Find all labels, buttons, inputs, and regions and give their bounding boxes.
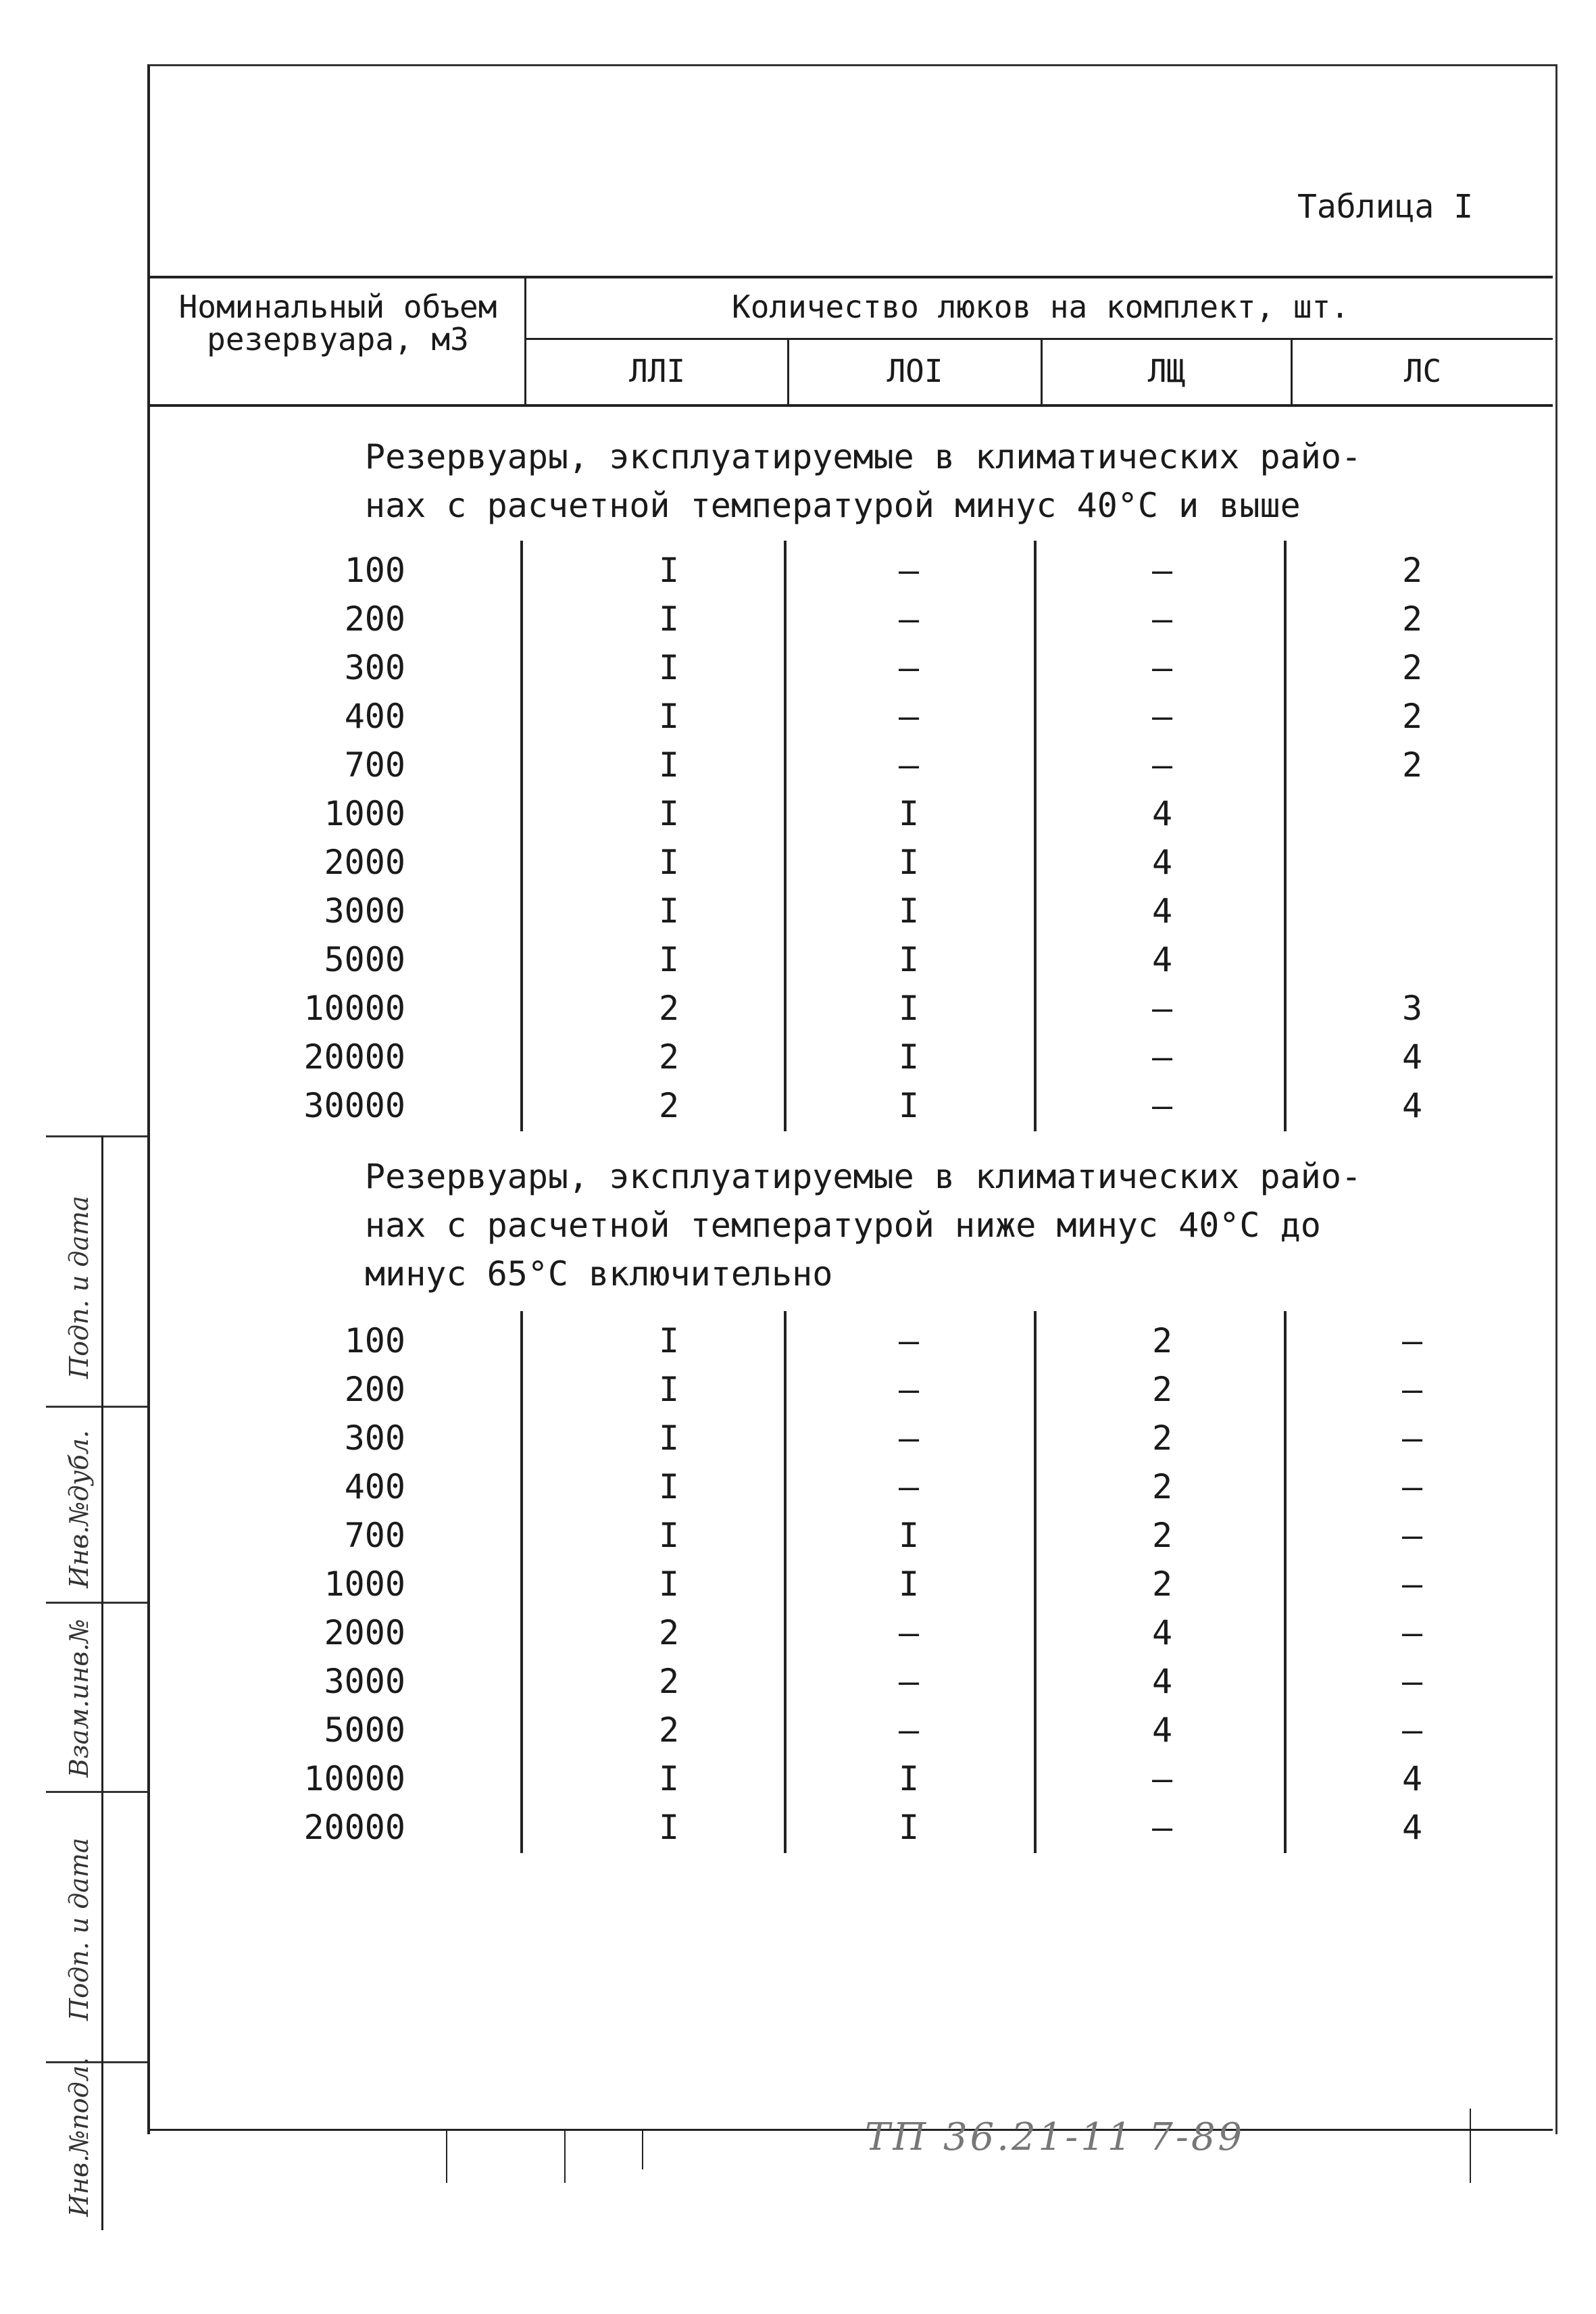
count-cell: –	[898, 1321, 920, 1360]
count-cell: 2	[1151, 1419, 1173, 1458]
section2-column-rule-2	[784, 1311, 787, 1853]
header-col-lshch: ЛЩ	[1147, 353, 1186, 389]
bottom-rule	[147, 2129, 1553, 2131]
header-divider-1	[524, 276, 526, 407]
section2-caption-line3: минус 65°С включительно	[365, 1254, 833, 1294]
volume-cell: 400	[344, 697, 405, 736]
count-cell: I	[898, 794, 920, 833]
count-cell: I	[898, 1516, 920, 1555]
section1-column-rule-3	[1034, 541, 1037, 1131]
section2-column-rule-1	[520, 1311, 523, 1853]
count-cell: 4	[1151, 794, 1173, 833]
count-cell: I	[658, 940, 680, 979]
section1-caption	[365, 433, 1362, 530]
count-cell: 2	[658, 1662, 680, 1701]
header-bottom-rule	[147, 404, 1553, 407]
count-cell: –	[1151, 1759, 1173, 1798]
count-cell: I	[658, 1467, 680, 1506]
table-title: Таблица I	[1297, 188, 1474, 226]
volume-cell: 2000	[324, 1613, 405, 1652]
volume-cell: 300	[344, 648, 405, 687]
count-cell: I	[658, 891, 680, 931]
count-cell: 2	[1151, 1370, 1173, 1409]
count-cell: –	[1401, 1613, 1423, 1652]
count-cell: –	[1151, 745, 1173, 785]
count-cell: 2	[1151, 1467, 1173, 1506]
count-cell: 2	[1151, 1565, 1173, 1604]
bottom-tick-3	[642, 2129, 643, 2169]
count-cell: –	[1151, 989, 1173, 1028]
count-cell: –	[1151, 1808, 1173, 1847]
side-label-2: Инв.№дубл.	[64, 1430, 94, 1588]
section1-column-rule-1	[520, 541, 523, 1131]
section1-caption-line2: нах с расчетной температурой минус 40°С и выше	[365, 486, 1301, 525]
count-cell: –	[898, 648, 920, 687]
volume-cell: 2000	[324, 843, 405, 882]
count-cell: 2	[1401, 648, 1423, 687]
volume-cell: 100	[344, 1321, 405, 1360]
count-cell: –	[1151, 648, 1173, 687]
side-box-4	[46, 1791, 147, 2063]
section1-column-rule-2	[784, 541, 787, 1131]
count-cell: I	[898, 1759, 920, 1798]
count-cell: –	[1401, 1710, 1423, 1750]
header-mid-rule	[524, 338, 1553, 340]
count-cell: 4	[1151, 843, 1173, 882]
count-cell: I	[658, 1808, 680, 1847]
header-top-rule	[147, 276, 1553, 278]
count-cell: I	[658, 1516, 680, 1555]
count-cell: 4	[1401, 1037, 1423, 1077]
count-cell: I	[658, 1321, 680, 1360]
volume-cell: 400	[344, 1467, 405, 1506]
count-cell: I	[898, 1565, 920, 1604]
count-cell: 4	[1151, 1710, 1173, 1750]
volume-cell: 200	[344, 599, 405, 639]
count-cell: 2	[658, 1710, 680, 1750]
count-cell: I	[658, 843, 680, 882]
count-cell: –	[898, 1467, 920, 1506]
count-cell: 2	[1151, 1516, 1173, 1555]
header-volume: Номинальный объем резервуара, м3	[178, 289, 497, 358]
count-cell: 4	[1401, 1808, 1423, 1847]
count-cell: 2	[658, 989, 680, 1028]
volume-cell: 3000	[324, 891, 405, 931]
section2-column-rule-4	[1284, 1311, 1287, 1853]
header-col-loi: ЛОI	[887, 353, 943, 389]
count-cell: I	[658, 551, 680, 590]
volume-cell: 100	[344, 551, 405, 590]
section1-column-rule-4	[1284, 541, 1287, 1131]
side-box-5	[46, 2061, 147, 2232]
count-cell: 3	[1401, 989, 1423, 1028]
count-cell: –	[1151, 599, 1173, 639]
count-cell: 4	[1151, 940, 1173, 979]
count-cell: –	[898, 745, 920, 785]
count-cell: I	[898, 940, 920, 979]
count-cell: –	[898, 1370, 920, 1409]
count-cell: –	[898, 1613, 920, 1652]
count-cell: I	[898, 891, 920, 931]
count-cell: 2	[1401, 551, 1423, 590]
count-cell: –	[1401, 1565, 1423, 1604]
bottom-tick-4	[1470, 2109, 1471, 2183]
volume-cell: 3000	[324, 1662, 405, 1701]
side-divider	[101, 1135, 103, 2230]
volume-cell: 200	[344, 1370, 405, 1409]
count-cell: –	[1401, 1370, 1423, 1409]
count-cell: 2	[658, 1037, 680, 1077]
count-cell: I	[658, 1759, 680, 1798]
count-cell: –	[898, 599, 920, 639]
volume-cell: 20000	[303, 1808, 405, 1847]
count-cell: –	[1401, 1419, 1423, 1458]
document-code: ТП 36.21-11 7-89	[865, 2115, 1245, 2159]
volume-cell: 10000	[303, 1759, 405, 1798]
count-cell: I	[898, 843, 920, 882]
count-cell: 4	[1151, 1613, 1173, 1652]
volume-cell: 700	[344, 745, 405, 785]
count-cell: I	[898, 1037, 920, 1077]
section2-caption	[365, 1152, 1362, 1298]
count-cell: –	[1401, 1321, 1423, 1360]
header-col-ls: ЛС	[1403, 353, 1442, 389]
side-label-5: Инв.№подл.	[64, 2057, 94, 2217]
count-cell: –	[898, 1710, 920, 1750]
count-cell: 2	[658, 1086, 680, 1125]
bottom-tick-2	[564, 2129, 566, 2183]
volume-cell: 5000	[324, 940, 405, 979]
count-cell: I	[898, 1808, 920, 1847]
count-cell: I	[658, 599, 680, 639]
count-cell: 2	[1151, 1321, 1173, 1360]
section2-caption-line2: нах с расчетной температурой ниже минус 40°С до	[365, 1206, 1321, 1245]
side-box-3	[46, 1602, 147, 1793]
bottom-tick-1	[446, 2129, 447, 2183]
count-cell: –	[898, 1662, 920, 1701]
volume-cell: 700	[344, 1516, 405, 1555]
volume-cell: 20000	[303, 1037, 405, 1077]
count-cell: –	[1151, 551, 1173, 590]
side-label-1: Подп. и дата	[64, 1196, 94, 1379]
side-box-1	[46, 1135, 147, 1408]
count-cell: –	[1401, 1516, 1423, 1555]
count-cell: 2	[1401, 697, 1423, 736]
side-label-3: Взам.инв.№	[64, 1619, 94, 1777]
count-cell: –	[898, 697, 920, 736]
volume-cell: 30000	[303, 1086, 405, 1125]
count-cell: I	[658, 1565, 680, 1604]
count-cell: 2	[1401, 599, 1423, 639]
count-cell: I	[658, 745, 680, 785]
header-count: Количество люков на комплект, шт.	[732, 289, 1349, 325]
section2-column-rule-3	[1034, 1311, 1037, 1853]
volume-cell: 5000	[324, 1710, 405, 1750]
count-cell: 4	[1151, 1662, 1173, 1701]
section2-caption-line1: Резервуары, эксплуатируемые в климатических райо-	[365, 1157, 1362, 1196]
section1-caption-line1: Резервуары, эксплуатируемые в климатических райо-	[365, 437, 1362, 476]
count-cell: 4	[1151, 891, 1173, 931]
count-cell: –	[898, 1419, 920, 1458]
count-cell: –	[1151, 697, 1173, 736]
count-cell: –	[1401, 1662, 1423, 1701]
volume-cell: 300	[344, 1419, 405, 1458]
count-cell: –	[898, 551, 920, 590]
count-cell: –	[1151, 1037, 1173, 1077]
count-cell: 2	[1401, 745, 1423, 785]
count-cell: I	[658, 1419, 680, 1458]
count-cell: I	[658, 697, 680, 736]
count-cell: –	[1151, 1086, 1173, 1125]
count-cell: 4	[1401, 1759, 1423, 1798]
count-cell: I	[898, 989, 920, 1028]
count-cell: I	[658, 648, 680, 687]
volume-cell: 1000	[324, 1565, 405, 1604]
side-box-2	[46, 1406, 147, 1604]
side-label-4: Подп. и дата	[64, 1838, 94, 2021]
count-cell: 4	[1401, 1086, 1423, 1125]
volume-cell: 10000	[303, 989, 405, 1028]
count-cell: –	[1401, 1467, 1423, 1506]
count-cell: 2	[658, 1613, 680, 1652]
count-cell: I	[658, 794, 680, 833]
volume-cell: 1000	[324, 794, 405, 833]
count-cell: I	[658, 1370, 680, 1409]
header-col-lli: ЛЛI	[628, 353, 686, 389]
count-cell: I	[898, 1086, 920, 1125]
